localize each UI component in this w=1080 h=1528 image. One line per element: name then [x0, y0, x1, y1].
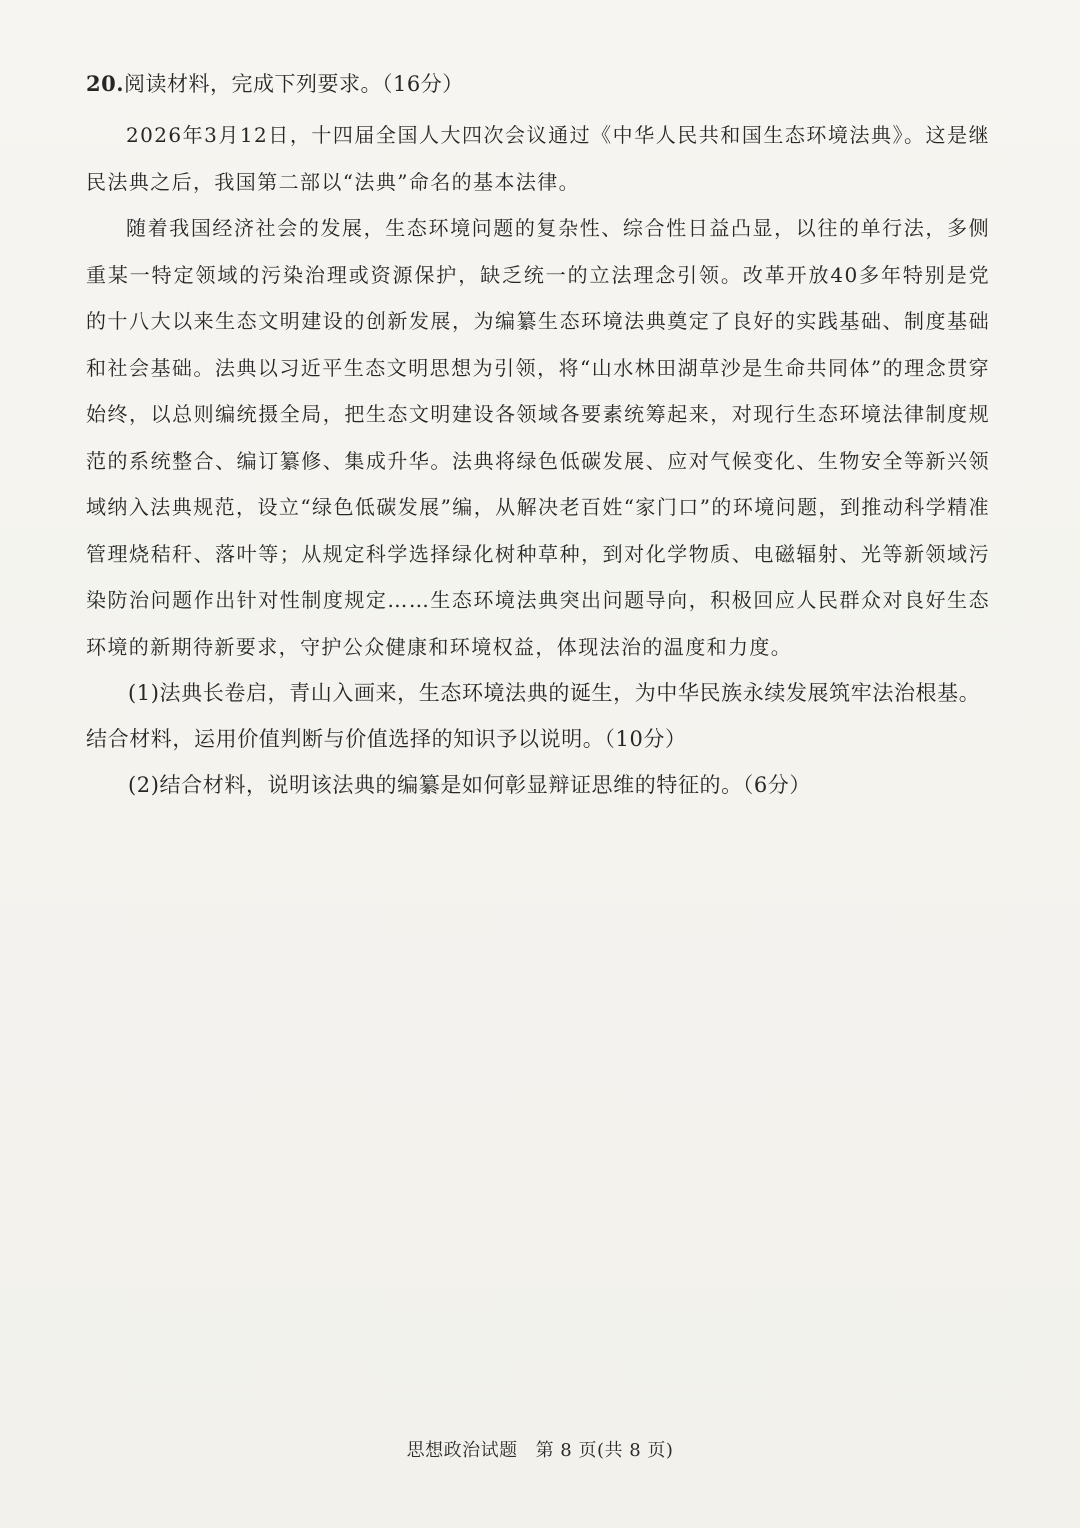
footer-page-number: 第 8 页(共 8 页)	[535, 1440, 674, 1461]
question-block	[86, 66, 990, 808]
page-footer	[0, 1436, 1080, 1462]
material-paragraph-1: 2026年3月12日，十四届全国人大四次会议通过《中华人民共和国生态环境法典》。这是继民法典之后，我国第二部以“法典”命名的基本法律。	[86, 123, 990, 194]
question-prompt: 阅读材料，完成下列要求。（16分）	[124, 72, 464, 96]
material-paragraph-2: 随着我国经济社会的发展，生态环境问题的复杂性、综合性日益凸显，以往的单行法，多侧重某一特定领域的污染治理或资源保护，缺乏统一的立法理念引领。改革开放40多年特别是党的十八大以来生态文明建设的创新发展，为编纂生态环境法典奠定了良好的实践基础、制度基础和社会基础。法典以习近平生态文明思想为引领，将“山水林田湖草沙是生命共同体”的理念贯穿始终，以总则编统摄全局，把生态文明建设各领域各要素统筹起来，对现行生态环境法律制度规范的系统整合、编订纂修、集成升华。法典将绿色低碳发展、应对气候变化、生物安全等新兴领域纳入法典规范，设立“绿色低碳发展”编，从解决老百姓“家门口”的环境问题，到推动科学精准管理烧秸秆、落叶等；从规定科学选择绿化树种草种，到对化学物质、电磁辐射、光等新领域污染防治问题作出针对性制度规定……生态环境法典突出问题导向，积极回应人民群众对良好生态环境的新期待新要求，守护公众健康和环境权益，体现法治的温度和力度。	[86, 216, 990, 659]
sub-question-2: (2)结合材料，说明该法典的编纂是如何彰显辩证思维的特征的。（6分）	[128, 773, 812, 797]
question-number: 20.	[86, 71, 125, 96]
sub-question-1: (1)法典长卷启，青山入画来，生态环境法典的诞生，为中华民族永续发展筑牢法治根基。结合材料，运用价值判断与价值选择的知识予以说明。（10分）	[86, 681, 981, 751]
question-heading	[86, 66, 990, 102]
footer-subject: 思想政治试题	[406, 1440, 518, 1461]
